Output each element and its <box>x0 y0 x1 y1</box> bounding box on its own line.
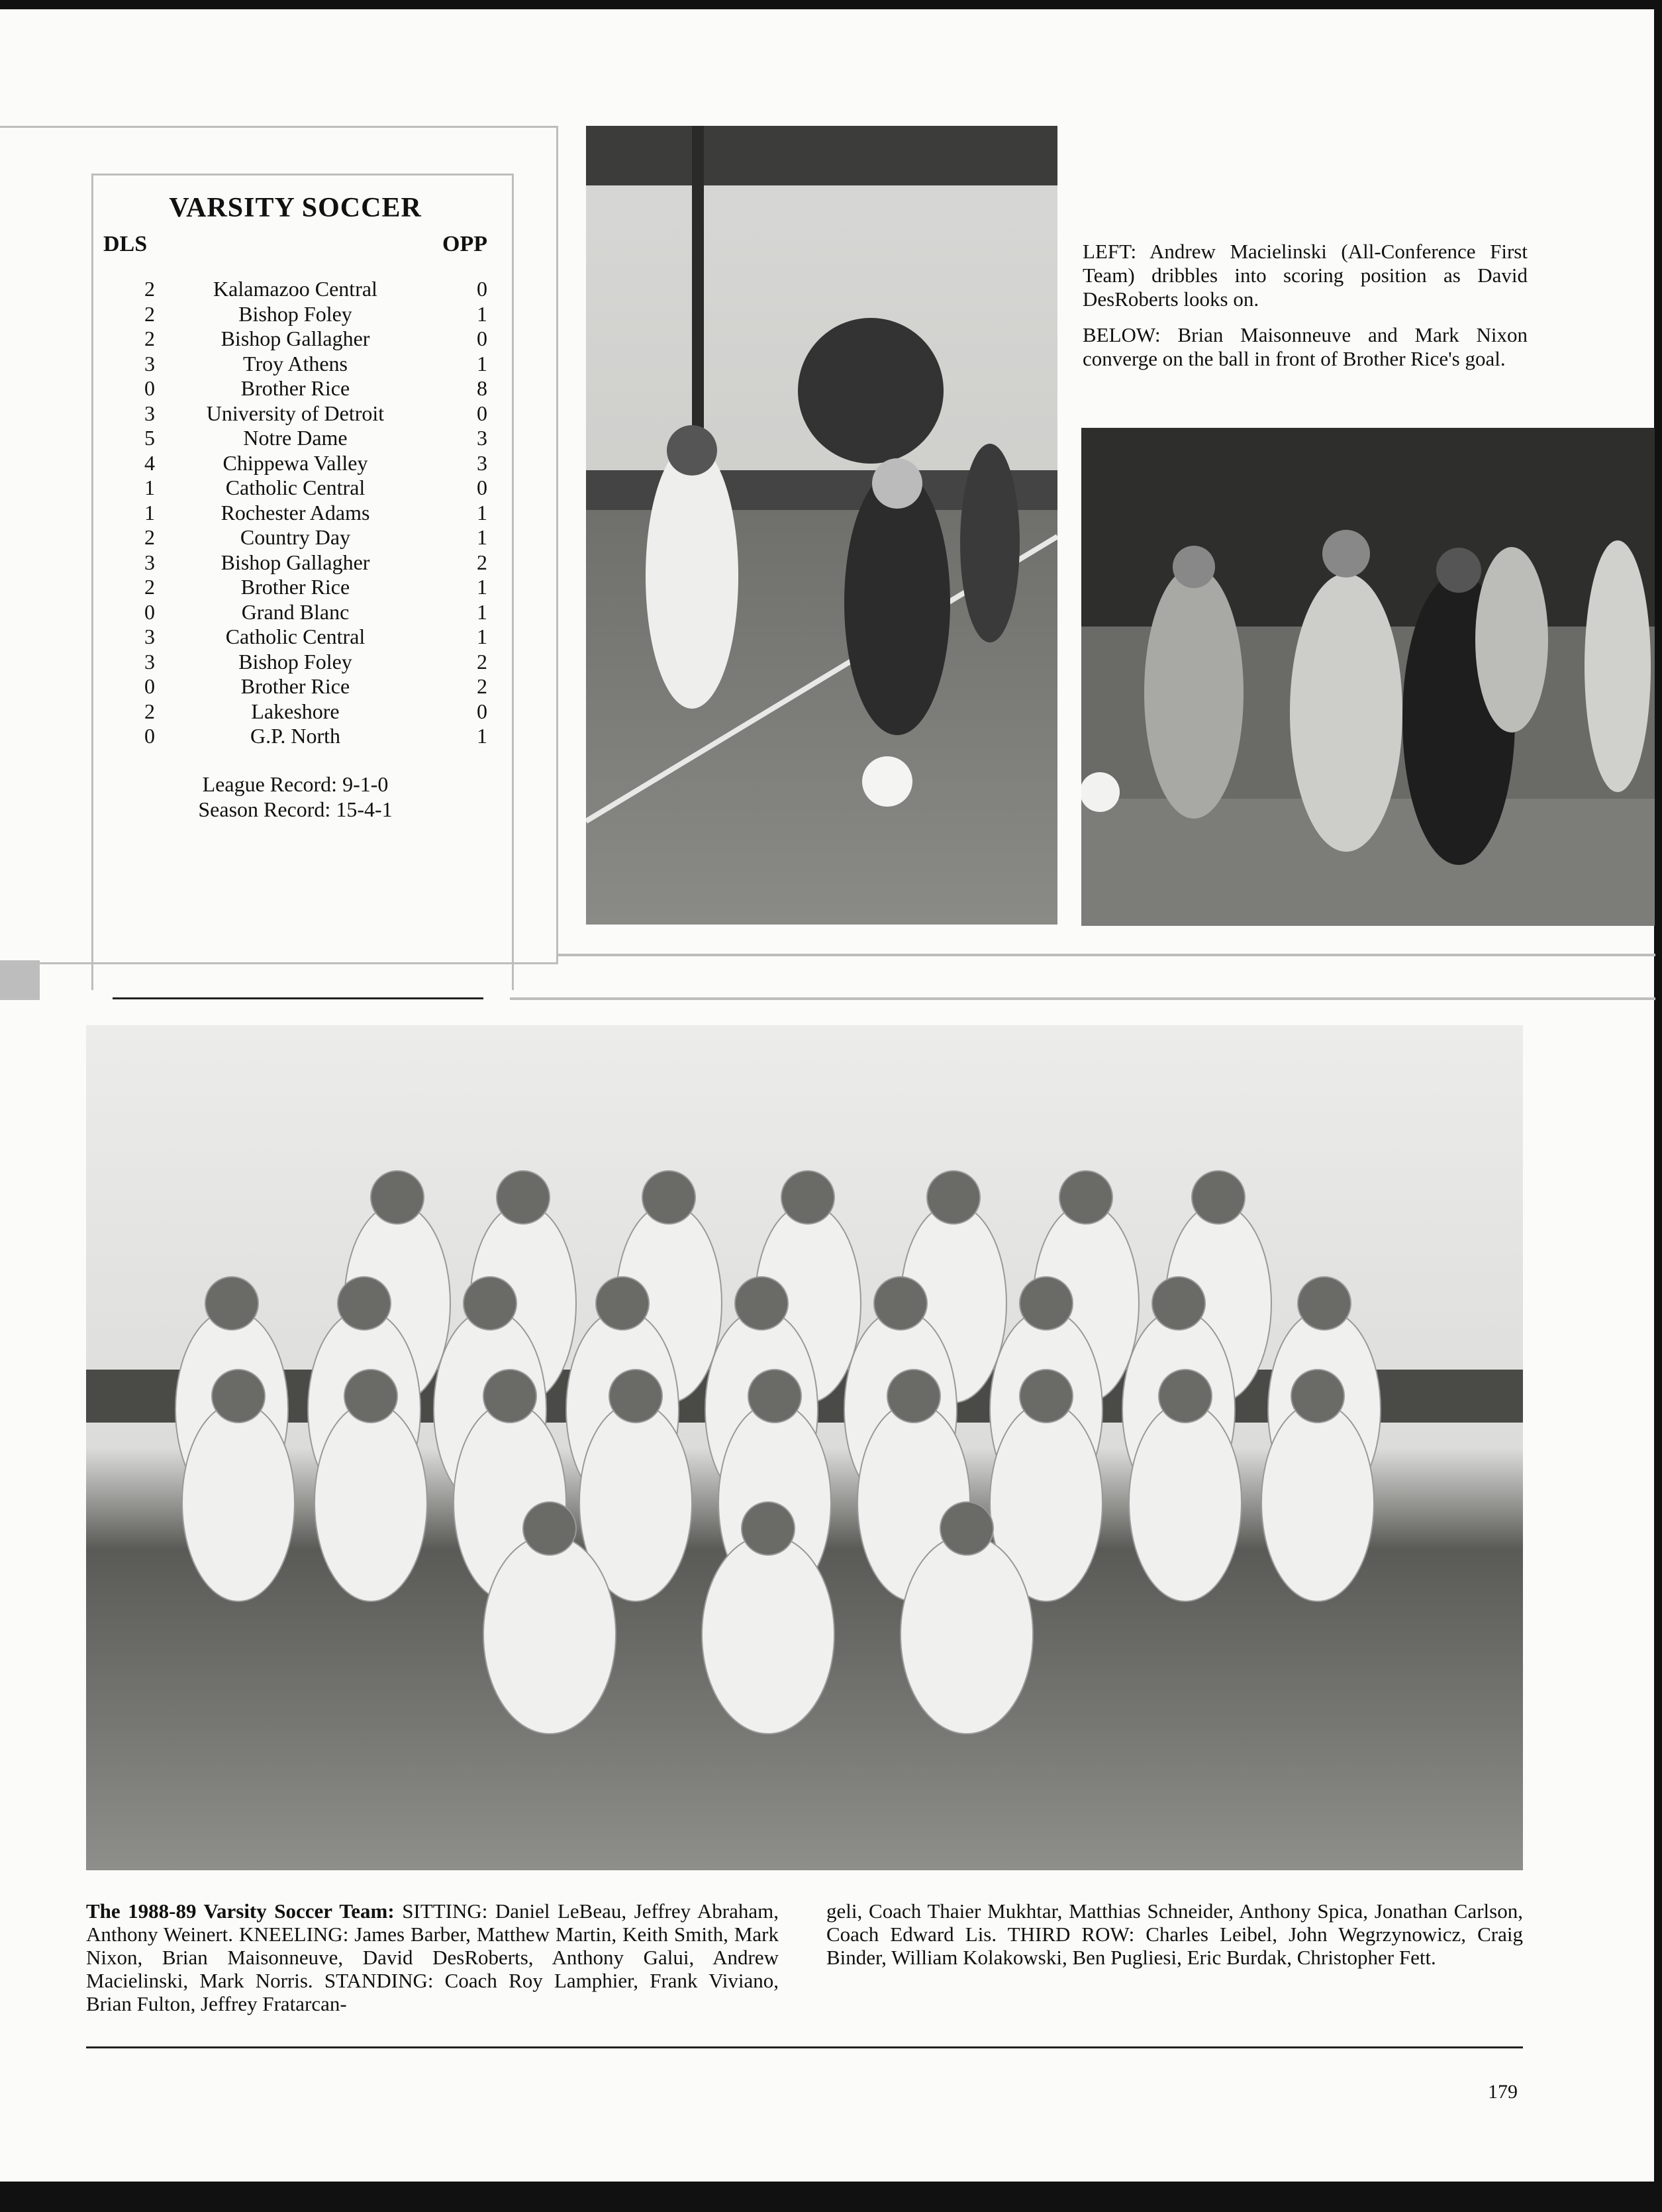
opp-score: 3 <box>477 450 487 475</box>
player-figure <box>483 1535 616 1734</box>
player-head <box>1159 1370 1212 1423</box>
opp-score: 0 <box>477 327 487 350</box>
game-row <box>103 550 487 576</box>
game-row <box>103 302 487 327</box>
opp-score: 1 <box>477 525 487 549</box>
game-row <box>103 327 487 352</box>
frame-line <box>510 997 1655 1000</box>
player-head <box>464 1277 516 1330</box>
action-photo-dribble <box>586 126 1057 925</box>
player-head <box>781 1171 834 1224</box>
dls-score: 2 <box>144 277 155 301</box>
player-figure <box>1129 1403 1242 1601</box>
opp-score: 1 <box>477 724 487 748</box>
player-head <box>1298 1277 1351 1330</box>
game-row <box>103 625 487 650</box>
bottom-rule <box>86 2046 1523 2048</box>
dls-score: 3 <box>144 550 155 574</box>
records <box>103 772 487 822</box>
league-record: League Record: 9-1-0 <box>202 772 389 796</box>
dls-score: 2 <box>144 575 155 599</box>
opponent-name: Grand Blanc <box>241 599 350 624</box>
season-record: Season Record: 15-4-1 <box>198 797 393 821</box>
opp-score: 0 <box>477 277 487 301</box>
opp-score: 1 <box>477 351 487 376</box>
scan-border-bottom <box>0 2182 1662 2212</box>
dls-score: 2 <box>144 327 155 350</box>
game-row <box>103 277 487 302</box>
team-caption-col2 <box>826 1899 1523 1969</box>
opp-score: 2 <box>477 674 487 698</box>
dls-score: 3 <box>144 625 155 648</box>
opponent-name: Bishop Gallagher <box>220 327 370 350</box>
team-caption-col1 <box>86 1899 779 2015</box>
player-head <box>1020 1277 1073 1330</box>
opp-header: OPP <box>442 232 487 256</box>
player-head <box>596 1277 649 1330</box>
player-head <box>371 1171 424 1224</box>
opp-score: 0 <box>477 699 487 723</box>
page-number: 179 <box>1488 2081 1518 2103</box>
player-head <box>1059 1171 1112 1224</box>
opponent-name: Troy Athens <box>243 351 348 376</box>
team-caption-text2: geli, Coach Thaier Mukhtar, Matthias Schneider, Anthony Spica, Jonathan Carlson, Coach Edward Lis. THIRD ROW: Charles Leibel, John Wegrzynowicz, Craig Binder, William Kolakowski, Ben Pugliesi, Eric Burdak, Christopher Fett. <box>826 1899 1523 1969</box>
opp-score: 2 <box>477 550 487 574</box>
opponent-name: Brother Rice <box>240 575 350 599</box>
game-row <box>103 451 487 476</box>
game-row <box>103 525 487 550</box>
opponent-name: Catholic Central <box>225 476 366 499</box>
dls-score: 3 <box>144 649 155 674</box>
game-row <box>103 376 487 401</box>
game-row <box>103 650 487 675</box>
dls-header: DLS <box>103 232 148 256</box>
player-head <box>748 1370 801 1423</box>
action-captions <box>1083 240 1528 383</box>
game-row <box>103 575 487 600</box>
player-figure <box>901 1535 1033 1734</box>
scorecard-rule <box>113 997 483 999</box>
games-list <box>103 277 487 749</box>
opponent-name: Kalamazoo Central <box>213 277 377 301</box>
player-figure <box>1261 1403 1374 1601</box>
dls-score: 1 <box>144 500 155 525</box>
scorecard <box>103 192 487 822</box>
scan-border-top <box>0 0 1662 9</box>
player-head <box>338 1277 391 1330</box>
opponent-name: Bishop Gallagher <box>220 550 370 574</box>
team-caption-text1: SITTING: Daniel LeBeau, Jeffrey Abraham, Anthony Weinert. KNEELING: James Barber, Matthew Martin, Keith Smith, Mark Nixon, Brian Maisonneuve, David DesRoberts, Anthony Galui, Andrew Macielinski, Mark Norris. STANDING: Coach Roy Lamphier, Frank Viviano, Brian Fulton, Jeffrey Fratarcan- <box>86 1899 779 2015</box>
dls-score: 2 <box>144 699 155 723</box>
opp-score: 1 <box>477 625 487 648</box>
player-head <box>887 1370 940 1423</box>
caption-left: LEFT: Andrew Macielinski (All-Conference First Team) dribbles into scoring position as David DesRoberts looks on. <box>1083 240 1528 311</box>
opponent-name: Catholic Central <box>225 625 366 648</box>
player-head <box>927 1171 980 1224</box>
player-head <box>940 1502 993 1555</box>
opp-score: 1 <box>477 301 487 326</box>
player-head <box>609 1370 662 1423</box>
player-figure <box>182 1403 295 1601</box>
opp-score: 1 <box>477 599 487 624</box>
player-head <box>344 1370 397 1423</box>
caption-below: BELOW: Brian Maisonneuve and Mark Nixon converge on the ball in front of Brother Rice's goal. <box>1083 323 1528 370</box>
frame-line <box>556 954 1655 956</box>
opponent-name: Country Day <box>240 525 351 549</box>
dls-score: 2 <box>144 525 155 549</box>
player-head <box>212 1370 265 1423</box>
frame-line <box>0 960 40 1000</box>
dls-score: 0 <box>144 599 155 624</box>
player-figure <box>315 1403 427 1601</box>
opponent-name: Lakeshore <box>251 699 340 723</box>
player-head <box>523 1502 576 1555</box>
dls-score: 5 <box>144 426 155 450</box>
opponent-name: University of Detroit <box>206 401 385 425</box>
opponent-name: Bishop Foley <box>238 301 352 326</box>
opp-score: 1 <box>477 575 487 599</box>
action-photo-converge <box>1081 428 1655 926</box>
opponent-name: Brother Rice <box>240 674 350 698</box>
player-head <box>1020 1370 1073 1423</box>
opponent-name: G.P. North <box>250 724 340 748</box>
game-row <box>103 600 487 625</box>
opponent-name: Chippewa Valley <box>222 450 368 475</box>
dls-score: 0 <box>144 376 155 400</box>
opp-score: 0 <box>477 401 487 425</box>
player-head <box>205 1277 258 1330</box>
player-head <box>735 1277 788 1330</box>
opp-score: 2 <box>477 649 487 674</box>
game-row <box>103 699 487 725</box>
player-head <box>642 1171 695 1224</box>
game-row <box>103 501 487 526</box>
game-row <box>103 401 487 427</box>
game-row <box>103 352 487 377</box>
player-head <box>497 1171 550 1224</box>
player-head <box>1291 1370 1344 1423</box>
opp-score: 8 <box>477 376 487 400</box>
opponent-name: Notre Dame <box>243 426 348 450</box>
opp-score: 3 <box>477 426 487 450</box>
player-head <box>483 1370 536 1423</box>
dls-score: 2 <box>144 301 155 326</box>
player-head <box>742 1502 795 1555</box>
game-row <box>103 674 487 699</box>
scan-border-right <box>1654 0 1662 2212</box>
player-head <box>1152 1277 1205 1330</box>
player-head <box>874 1277 927 1330</box>
dls-score: 3 <box>144 401 155 425</box>
opponent-name: Bishop Foley <box>238 649 352 674</box>
player-head <box>1192 1171 1245 1224</box>
dls-score: 1 <box>144 476 155 499</box>
game-row <box>103 476 487 501</box>
scorecard-title: VARSITY SOCCER <box>169 193 422 223</box>
dls-score: 4 <box>144 450 155 475</box>
opp-score: 1 <box>477 500 487 525</box>
dls-score: 0 <box>144 724 155 748</box>
opponent-name: Brother Rice <box>240 376 350 400</box>
scorecard-header <box>103 232 487 257</box>
game-row <box>103 724 487 749</box>
opp-score: 0 <box>477 476 487 499</box>
team-photo <box>86 1025 1523 1870</box>
dls-score: 3 <box>144 351 155 376</box>
player-figure <box>702 1535 834 1734</box>
game-row <box>103 426 487 451</box>
team-caption-lead: The 1988-89 Varsity Soccer Team: <box>86 1899 395 1923</box>
dls-score: 0 <box>144 674 155 698</box>
opponent-name: Rochester Adams <box>220 500 370 525</box>
